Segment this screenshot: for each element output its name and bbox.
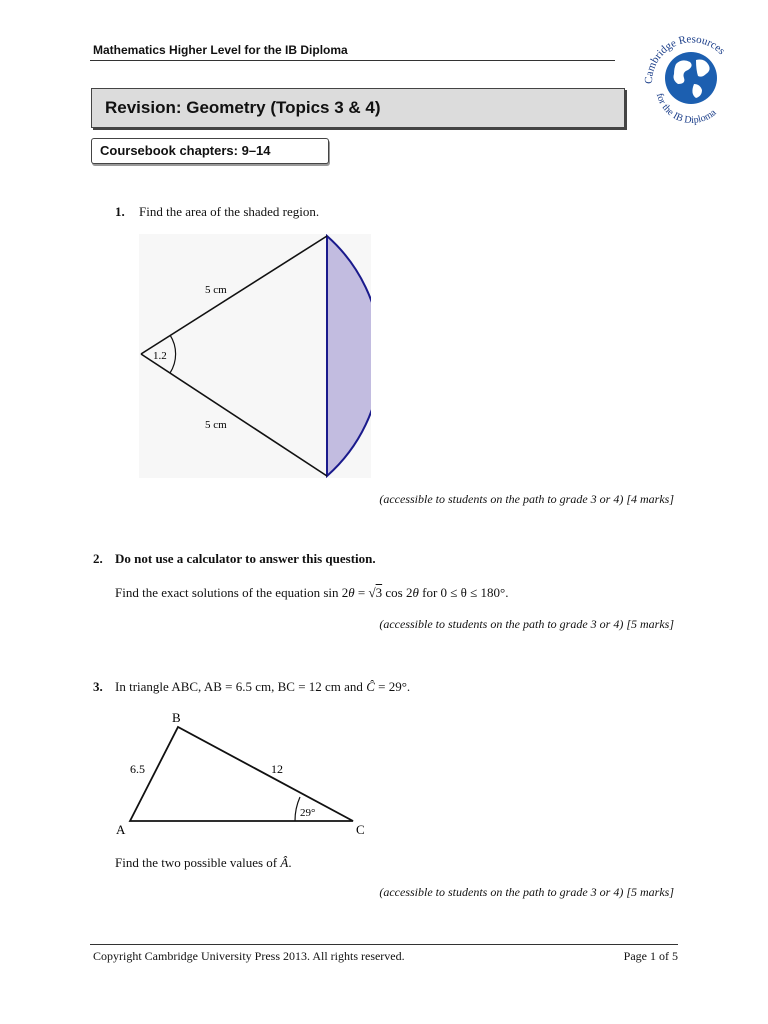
question-2-marks: (accessible to students on the path to grade 3 or 4) [5 marks] <box>379 617 674 631</box>
angle-c-label: 29° <box>300 807 316 819</box>
question-3-number: 3. <box>93 679 103 694</box>
side-label-top: 5 cm <box>205 284 227 296</box>
header-divider <box>90 60 615 61</box>
coursebook-chapters: Coursebook chapters: 9–14 <box>100 143 271 158</box>
question-2-instruction: Do not use a calculator to answer this question. <box>115 551 376 566</box>
question-1-text: Find the area of the shaded region. <box>139 204 320 219</box>
chapters-box <box>91 138 329 164</box>
question-1-number: 1. <box>115 204 125 219</box>
vertex-b-label: B <box>172 710 181 725</box>
globe-icon <box>665 52 717 104</box>
side-label-bottom: 5 cm <box>205 419 227 431</box>
sqrt-symbol: √ <box>368 585 376 600</box>
logo-lower-text: for the IB Diploma <box>653 92 719 127</box>
triangle-figure <box>112 706 382 840</box>
angle-label: 1.2 <box>153 350 167 362</box>
footer-divider <box>90 944 678 945</box>
copyright-notice: Copyright Cambridge University Press 2013. All rights reserved. <box>93 949 405 963</box>
triangle-abc <box>130 727 353 821</box>
header-title: Mathematics Higher Level for the IB Diploma <box>93 43 348 57</box>
title-box <box>91 88 625 128</box>
question-3-followup: Find the two possible values of Â. <box>115 855 292 870</box>
side-ab-label: 6.5 <box>130 762 145 776</box>
question-1-marks: (accessible to students on the path to grade 3 or 4) [4 marks] <box>379 492 674 506</box>
logo-arc-text: Cambridge Resources <box>642 33 728 85</box>
question-3-marks: (accessible to students on the path to grade 3 or 4) [5 marks] <box>379 885 674 899</box>
sector-figure <box>139 234 371 478</box>
vertex-a-label: A <box>116 822 126 837</box>
question-2-text: Find the exact solutions of the equation sin 2θ = √3 cos 2θ for 0 ≤ θ ≤ 180°. <box>115 585 509 600</box>
page-title: Revision: Geometry (Topics 3 & 4) <box>105 98 381 117</box>
page-number: Page 1 of 5 <box>623 949 678 963</box>
side-bc-label: 12 <box>271 762 283 776</box>
cambridge-globe-logo <box>636 20 746 130</box>
vertex-c-label: C <box>356 822 365 837</box>
question-3-text: In triangle ABC, AB = 6.5 cm, BC = 12 cm and Ĉ = 29°. <box>115 679 411 694</box>
question-2-number: 2. <box>93 551 103 566</box>
